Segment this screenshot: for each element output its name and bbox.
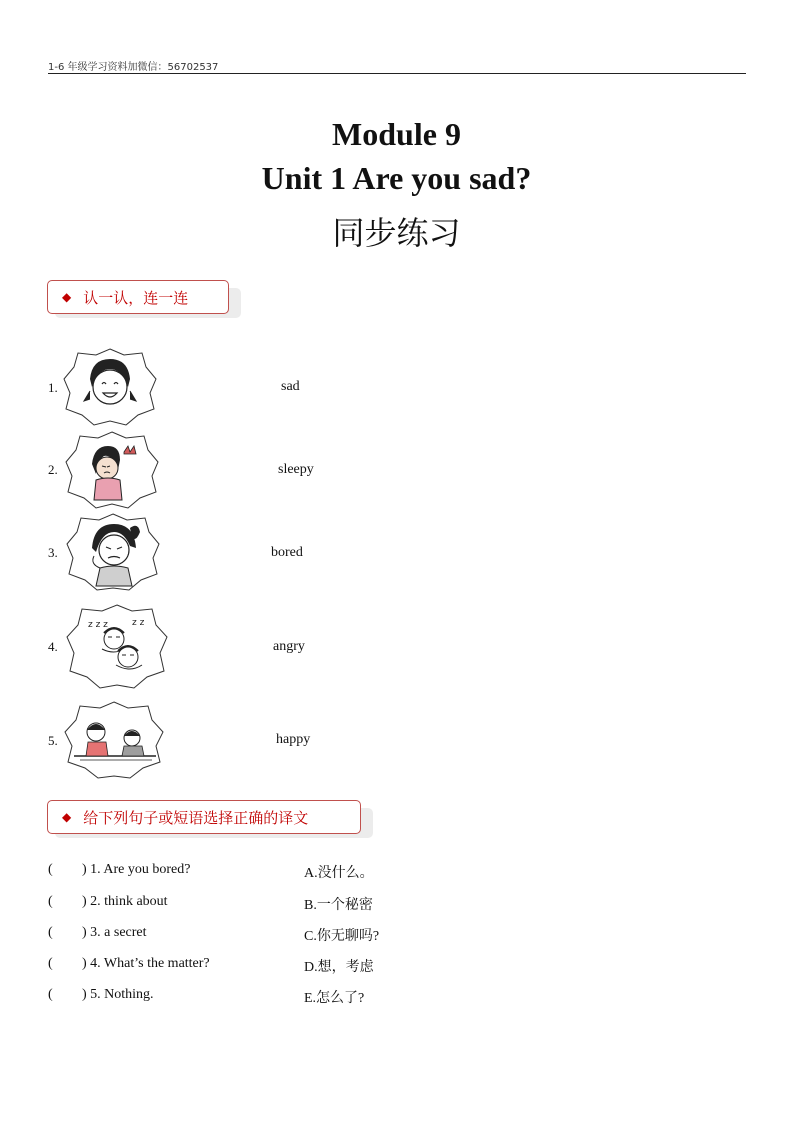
question-label: 4. What’s the matter? [90, 956, 210, 971]
answer-blank-open[interactable]: ( [48, 894, 53, 909]
question-label: 5. Nothing. [90, 987, 154, 1002]
diamond-icon: ◆ [62, 290, 72, 304]
section-header-translation [47, 800, 377, 836]
paren-close: ) [82, 956, 87, 971]
item-number: 4. [48, 639, 58, 654]
svg-text:z z z: z z z [88, 620, 108, 630]
word-label: sleepy [278, 462, 314, 477]
answer-option: B.一个秘密 [304, 898, 373, 913]
question-text [82, 956, 210, 972]
answer-option: D.想，考虑 [304, 960, 374, 975]
item-number: 3. [48, 545, 58, 560]
question-label: 2. think about [90, 894, 168, 909]
section-title: 给下列句子或短语选择正确的译文 [83, 808, 309, 827]
word-label: bored [271, 545, 303, 560]
paren-close: ) [82, 987, 87, 1002]
answer-option: C.你无聊吗? [304, 929, 380, 944]
exercise-subtitle: 同步练习 [332, 214, 461, 252]
question-text [82, 894, 168, 910]
sad-girl-picture [64, 512, 162, 594]
answer-option: A.没什么。 [304, 866, 374, 881]
page-header: 1-6 年级学习资料加微信：56702537 [48, 62, 219, 73]
section-header-matching [47, 280, 247, 316]
paren-close: ) [82, 894, 87, 909]
answer-blank-open[interactable]: ( [48, 862, 53, 877]
answer-blank-open[interactable]: ( [48, 987, 53, 1002]
item-number: 5. [48, 733, 58, 748]
question-label: 1. Are you bored? [90, 862, 191, 877]
section-title: 认一认，连一连 [83, 288, 189, 307]
question-text [82, 862, 190, 878]
answer-option: E.怎么了? [304, 991, 365, 1006]
module-title: Module 9 [332, 116, 461, 152]
sleepy-kids-picture [64, 603, 170, 691]
paren-close: ) [82, 862, 87, 877]
header-divider [48, 73, 746, 74]
happy-girl-picture [62, 347, 158, 427]
item-number: 1. [48, 380, 58, 395]
diamond-icon: ◆ [62, 810, 72, 824]
unit-title: Unit 1 Are you sad? [261, 160, 532, 196]
answer-blank-open[interactable]: ( [48, 925, 53, 940]
word-label: happy [276, 732, 311, 747]
svg-text:z z: z z [132, 618, 145, 628]
item-number: 2. [48, 462, 58, 477]
bored-kids-picture [62, 700, 166, 782]
question-label: 3. a secret [90, 925, 147, 940]
question-text [82, 925, 147, 941]
word-label: sad [281, 379, 300, 394]
word-label: angry [273, 639, 305, 654]
question-text [82, 987, 154, 1003]
paren-close: ) [82, 925, 87, 940]
angry-girl-picture [62, 430, 162, 510]
answer-blank-open[interactable]: ( [48, 956, 53, 971]
